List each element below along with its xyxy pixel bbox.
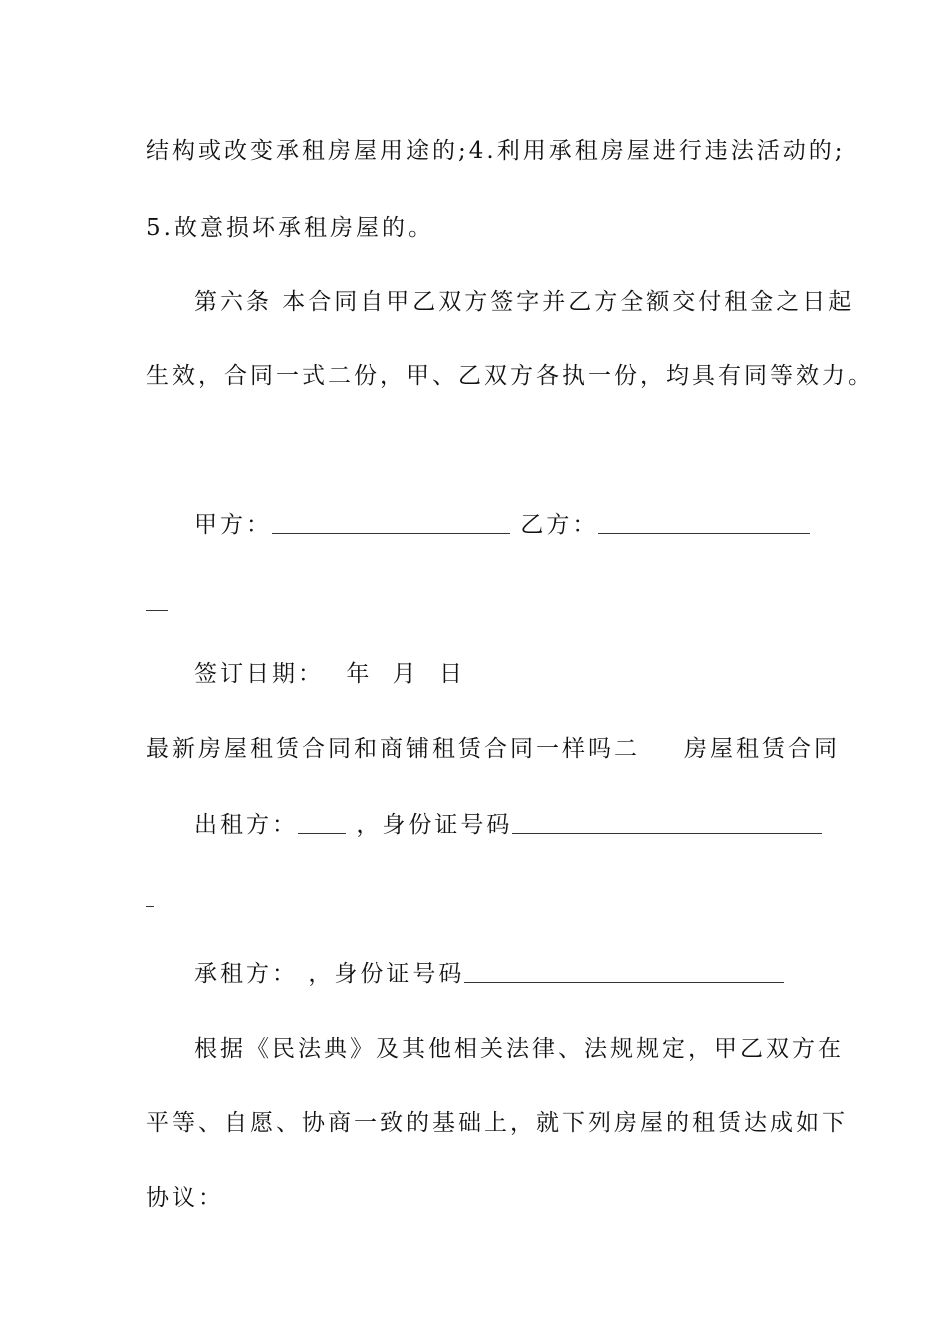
- paragraph-line: 5.故意损坏承租房屋的。: [146, 215, 434, 241]
- lessee-row: [194, 959, 784, 989]
- paragraph-line: 结构或改变承租房屋用途的;4.利用承租房屋进行违法活动的;: [146, 138, 846, 164]
- article-six-line: 第六条 本合同自甲乙双方签字并乙方全额交付租金之日起: [194, 289, 855, 315]
- paragraph-line: 平等、自愿、协商一致的基础上，就下列房屋的租赁达成如下: [146, 1110, 848, 1136]
- lessor-id-blank: [512, 811, 822, 834]
- lessee-label: 承租方：: [194, 961, 298, 987]
- paragraph-line: 根据《民法典》及其他相关法律、法规规定，甲乙双方在: [194, 1036, 844, 1062]
- paragraph-line: 生效，合同一式二份，甲、乙双方各执一份，均具有同等效力。: [146, 363, 874, 389]
- date-month: 月: [392, 661, 419, 687]
- lessor-id-label: ，身份证号码: [356, 812, 513, 838]
- lessee-id-blank: [464, 960, 784, 983]
- party-b-signature-blank: [598, 511, 810, 534]
- date-day: 日: [438, 661, 465, 687]
- heading-right: 房屋租赁合同: [684, 736, 840, 762]
- lessor-name-blank: [298, 811, 346, 834]
- continuation-underline: [146, 610, 168, 611]
- party-a-signature-blank: [272, 511, 510, 534]
- lessor-row: [194, 810, 822, 840]
- heading-left: 最新房屋租赁合同和商铺租赁合同一样吗二: [146, 736, 640, 762]
- paragraph-line: 协议：: [146, 1185, 224, 1211]
- party-a-label: 甲方：: [194, 512, 272, 538]
- signature-row: [194, 510, 810, 540]
- continuation-underline: [146, 906, 154, 907]
- lessee-id-label: ，身份证号码: [308, 961, 465, 987]
- party-b-label: 乙方：: [520, 512, 599, 538]
- date-label: 签订日期：: [194, 661, 324, 687]
- contract-heading: [146, 734, 840, 764]
- lessor-label: 出租方：: [194, 812, 298, 838]
- date-year: 年: [346, 661, 373, 687]
- signing-date-row: [194, 659, 465, 689]
